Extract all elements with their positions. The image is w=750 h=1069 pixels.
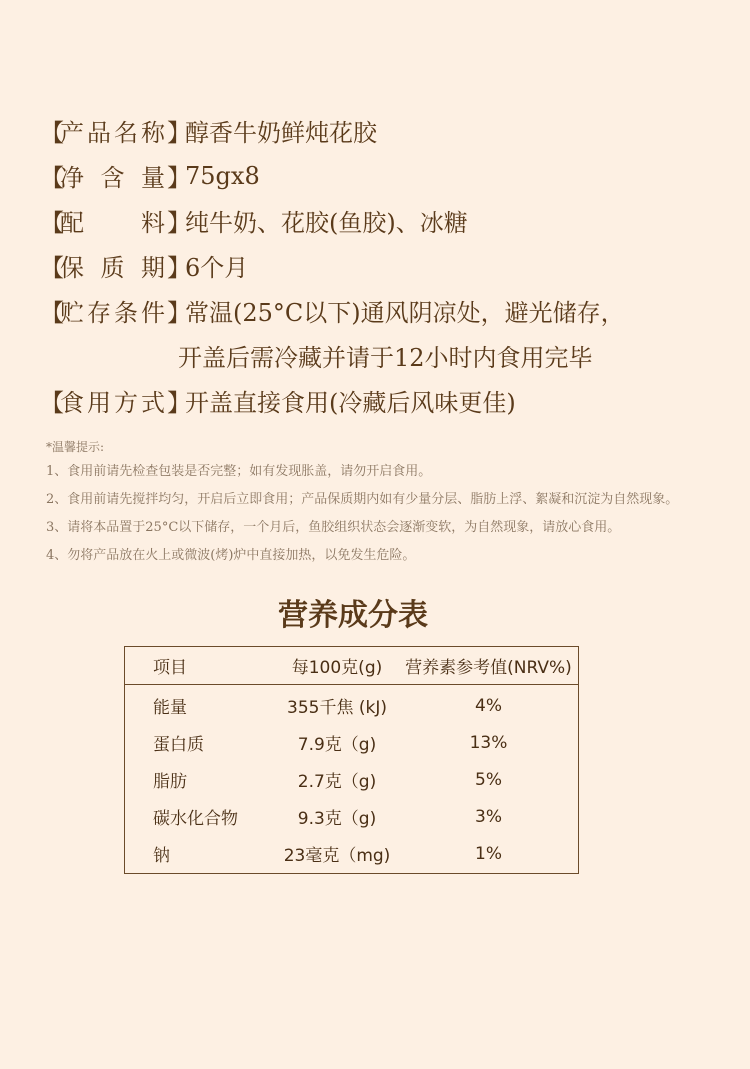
header-item: 项目	[153, 658, 187, 678]
label-char: 食	[60, 389, 84, 417]
label-char: 式	[141, 389, 165, 417]
nutrient-nrv: 4%	[475, 695, 502, 716]
nutrient-amount: 23毫克（mg)	[283, 846, 391, 866]
header-nrv: 营养素参考值(NRV%)	[405, 658, 572, 678]
nutrition-table	[124, 646, 579, 874]
nutrition-table-title: 营养成分表	[278, 598, 428, 633]
spec-value: 开盖直接食用(冷藏后风味更佳)	[185, 389, 516, 417]
tip-line: 3、请将本品置于25°C以下储存，一个月后，鱼胶组织状态会逐渐变软，为自然现象，请放心食用。	[46, 520, 621, 535]
label-char: 质	[100, 254, 125, 282]
spec-value: 6个月	[185, 254, 249, 282]
label-char: 用	[87, 389, 111, 417]
label-char: 保	[60, 254, 84, 282]
header-per-100g: 每100克(g)	[291, 658, 383, 678]
open-bracket: 【	[40, 254, 64, 282]
table-row	[125, 687, 578, 724]
table-row	[125, 761, 578, 798]
spec-row-product-name	[40, 108, 730, 153]
spec-label	[40, 248, 191, 283]
label-char: 条	[114, 299, 138, 327]
close-bracket: 】	[167, 209, 191, 237]
spec-row-shelf-life	[40, 243, 730, 288]
spec-value: 醇香牛奶鲜炖花胶	[185, 119, 377, 147]
label-char: 含	[100, 164, 125, 192]
spec-value-continuation: 开盖后需冷藏并请于12小时内食用完毕	[178, 344, 593, 372]
spec-label	[40, 203, 191, 238]
spec-value: 常温(25°C以下)通风阴凉处，避光储存，	[185, 299, 625, 327]
close-bracket: 】	[167, 254, 191, 282]
table-row	[125, 724, 578, 761]
label-char: 料	[141, 209, 165, 237]
nutrient-nrv: 1%	[475, 843, 502, 864]
nutrient-name: 蛋白质	[153, 735, 204, 755]
spec-label	[40, 383, 191, 418]
label-char: 期	[141, 254, 165, 282]
tip-line: 4、勿将产品放在火上或微波(烤)炉中直接加热，以免发生危险。	[46, 548, 416, 563]
nutrient-nrv: 3%	[475, 806, 502, 827]
spec-label	[40, 113, 191, 148]
spec-label	[40, 293, 191, 328]
close-bracket: 】	[167, 119, 191, 147]
nutrient-nrv: 13%	[469, 732, 508, 753]
spec-label	[40, 158, 191, 193]
label-char: 存	[87, 299, 111, 327]
open-bracket: 【	[40, 164, 64, 192]
label-char: 名	[114, 119, 138, 147]
nutrient-name: 钠	[153, 846, 170, 866]
nutrient-name: 碳水化合物	[153, 809, 238, 829]
close-bracket: 】	[167, 299, 191, 327]
open-bracket: 【	[40, 389, 64, 417]
spec-row-ingredients	[40, 198, 730, 243]
close-bracket: 】	[167, 389, 191, 417]
label-char: 称	[141, 119, 165, 147]
nutrient-amount: 355千焦 (kJ)	[287, 698, 387, 718]
product-specs	[40, 108, 730, 423]
spec-value: 纯牛奶、花胶(鱼胶)、冰糖	[185, 209, 468, 237]
table-row	[125, 798, 578, 835]
open-bracket: 【	[40, 209, 64, 237]
label-char: 净	[60, 164, 84, 192]
nutrient-amount: 2.7克（g)	[297, 772, 377, 792]
nutrient-amount: 7.9克（g)	[297, 735, 377, 755]
spec-row-usage	[40, 378, 730, 423]
close-bracket: 】	[167, 164, 191, 192]
label-char: 件	[141, 299, 165, 327]
tips-title: *温馨提示:	[46, 440, 105, 454]
open-bracket: 【	[40, 299, 64, 327]
warm-tips	[46, 436, 726, 570]
label-char: 配	[60, 209, 84, 237]
spec-row-storage	[40, 288, 730, 333]
spec-row-net-content	[40, 153, 730, 198]
nutrient-name: 能量	[153, 698, 187, 718]
table-header	[125, 647, 578, 685]
spec-value: 75gx8	[185, 161, 260, 190]
label-char: 品	[87, 119, 111, 147]
nutrient-nrv: 5%	[475, 769, 502, 790]
nutrient-amount: 9.3克（g)	[297, 809, 377, 829]
label-char: 量	[141, 164, 165, 192]
table-row	[125, 835, 578, 872]
nutrient-name: 脂肪	[153, 772, 187, 792]
open-bracket: 【	[40, 119, 64, 147]
label-char: 方	[114, 389, 138, 417]
tip-line: 2、食用前请先搅拌均匀，开启后立即食用；产品保质期内如有少量分层、脂肪上浮、絮凝和沉淀为自然现象。	[46, 492, 679, 507]
tip-line: 1、食用前请先检查包装是否完整；如有发现胀盖，请勿开启食用。	[46, 464, 432, 479]
label-char: 产	[60, 119, 84, 147]
label-char: 贮	[60, 299, 84, 327]
